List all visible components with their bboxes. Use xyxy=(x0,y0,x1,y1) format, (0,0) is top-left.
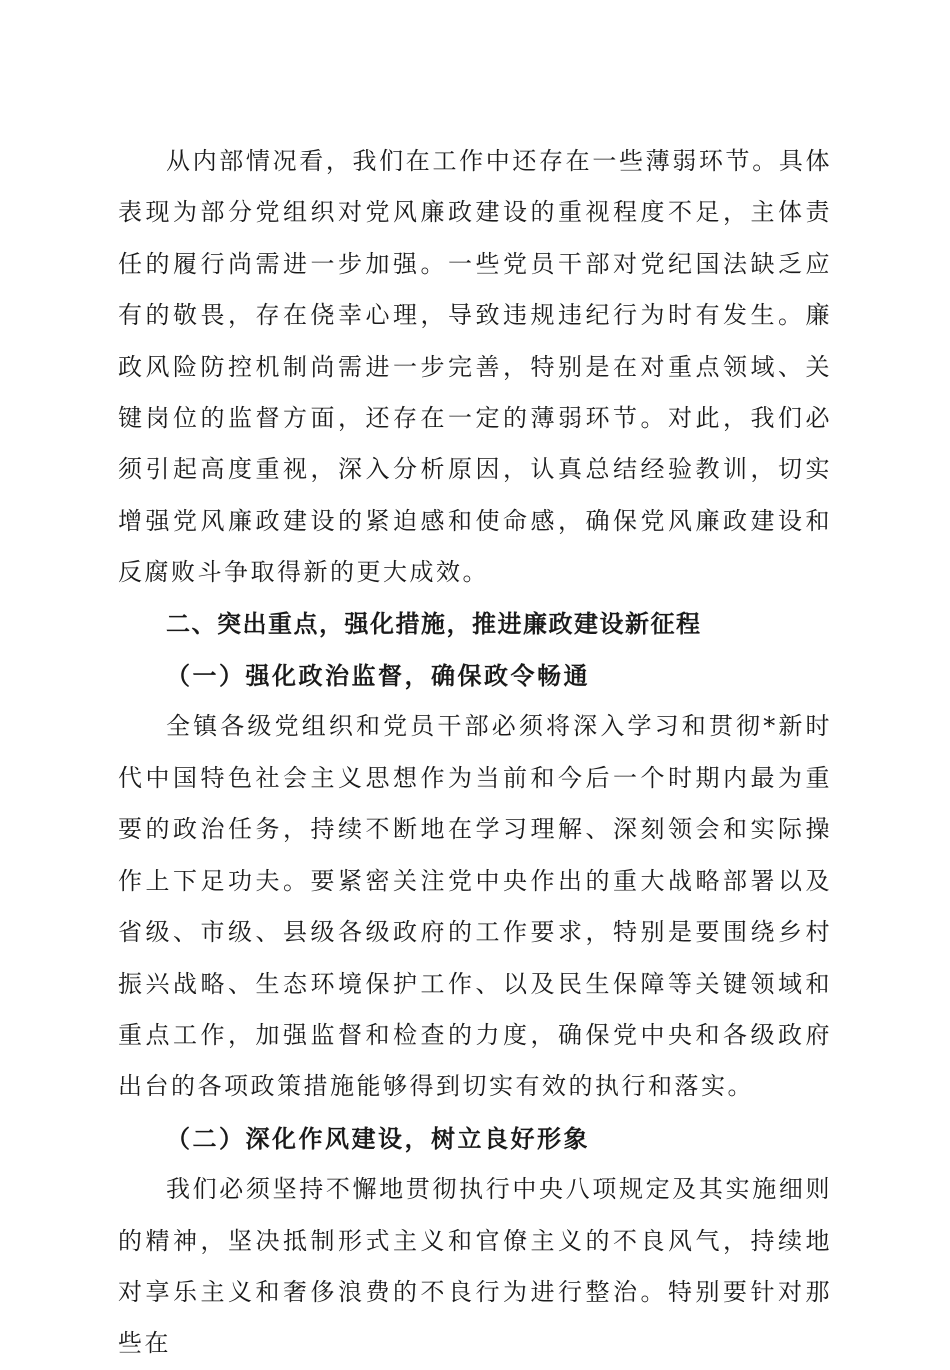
subsection-heading-2: （二）深化作风建设，树立良好形象 xyxy=(166,1123,590,1153)
paragraph-political-supervision: 全镇各级党组织和党员干部必须将深入学习和贯彻*新时代中国特色社会主义思想作为当前和今后一个时期内最为重要的政治任务，持续不断地在学习理解、深刻领会和实际操作上下足功夫。要紧密关注党中央作出的重大战略部署以及省级、市级、县级各级政府的工作要求，特别是要围绕乡村振兴战略、生态环境保护工作、以及民生保障等关键领域和重点工作，加强监督和检查的力度，确保党中央和各级政府出台的各项政策措施能够得到切实有效的执行和落实。 xyxy=(118,712,832,1101)
paragraph-internal-situation: 从内部情况看，我们在工作中还存在一些薄弱环节。具体表现为部分党组织对党风廉政建设的重视程度不足，主体责任的履行尚需进一步加强。一些党员干部对党纪国法缺乏应有的敬畏，存在侥幸心理，导致违规违纪行为时有发生。廉政风险防控机制尚需进一步完善，特别是在对重点领域、关键岗位的监督方面，还存在一定的薄弱环节。对此，我们必须引起高度重视，深入分析原因，认真总结经验教训，切实增强党风廉政建设的紧迫感和使命感，确保党风廉政建设和反腐败斗争取得新的更大成效。 xyxy=(118,147,832,587)
paragraph-work-style: 我们必须坚持不懈地贯彻执行中央八项规定及其实施细则的精神，坚决抵制形式主义和官僚主义的不良风气，持续地对享乐主义和奢侈浪费的不良行为进行整治。特别要针对那些在 xyxy=(118,1175,832,1358)
section-heading-2: 二、突出重点，强化措施，推进廉政建设新征程 xyxy=(166,609,702,638)
document-body xyxy=(118,136,832,1370)
subsection-heading-1: （一）强化政治监督，确保政令畅通 xyxy=(166,661,590,691)
